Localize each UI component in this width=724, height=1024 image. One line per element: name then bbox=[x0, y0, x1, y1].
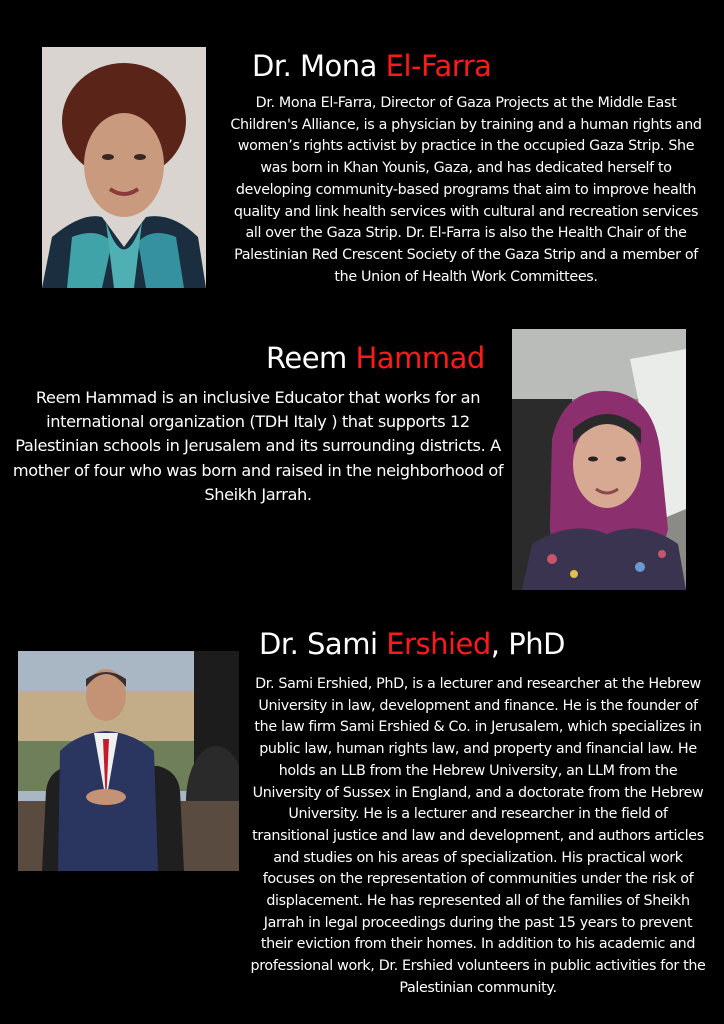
mona-el-farra-photo bbox=[42, 47, 206, 288]
name-suffix: , PhD bbox=[490, 627, 565, 661]
name-accent: El-Farra bbox=[385, 49, 492, 83]
profile-bio-reem: Reem Hammad is an inclusive Educator that works for an international organization (TDH Italy ) that supports 12 Palestinian schools in Jerusalem and its surrounding districts. A mother of four who was born and raised in the neighborhood of Sheikh Jarrah. bbox=[12, 388, 504, 504]
name-first: Dr. Mona bbox=[252, 49, 386, 83]
name-first: Reem bbox=[266, 341, 356, 375]
reem-hammad-photo bbox=[512, 329, 686, 590]
profile-name-mona bbox=[252, 48, 491, 84]
profile-bio-mona: Dr. Mona El-Farra, Director of Gaza Projects at the Middle East Children's Alliance, is a physician by training and a human rights and women’s rights activist by practice in the occupied Gaza Strip. She was born in Khan Younis, Gaza, and has dedicated herself to developing community-based programs that aim to improve health quality and link health services with cultural and recreation services all over the Gaza Strip. Dr. El-Farra is also the Health Chair of the Palestinian Red Crescent Society of the Gaza Strip and a member of the Union of Health Work Committees. bbox=[230, 95, 702, 285]
profile-name-sami bbox=[259, 626, 565, 662]
profile-name-reem bbox=[266, 340, 485, 376]
name-first: Dr. Sami bbox=[259, 627, 387, 661]
name-accent: Ershied bbox=[386, 627, 491, 661]
profile-bio-sami: Dr. Sami Ershied, PhD, is a lecturer and researcher at the Hebrew University in law, development and finance. He is the founder of the law firm Sami Ershied & Co. in Jerusalem, which specializes in public law, human rights law, and property and financial law. He holds an LLB from the Hebrew University, an LLM from the University of Sussex in England, and a doctorate from the Hebrew University. He is a lecturer and researcher in the field of transitional justice and law and development, and authors articles and studies on his areas of specialization. His practical work focuses on the representation of communities under the risk of displacement. He has represented all of the families of Sheikh Jarrah in legal proceedings during the past 15 years to prevent their eviction from their homes. In addition to his academic and professional work, Dr. Ershied volunteers in public activities for the Palestinian community. bbox=[250, 676, 706, 996]
name-accent: Hammad bbox=[355, 341, 485, 375]
sami-ershied-photo bbox=[18, 651, 239, 871]
